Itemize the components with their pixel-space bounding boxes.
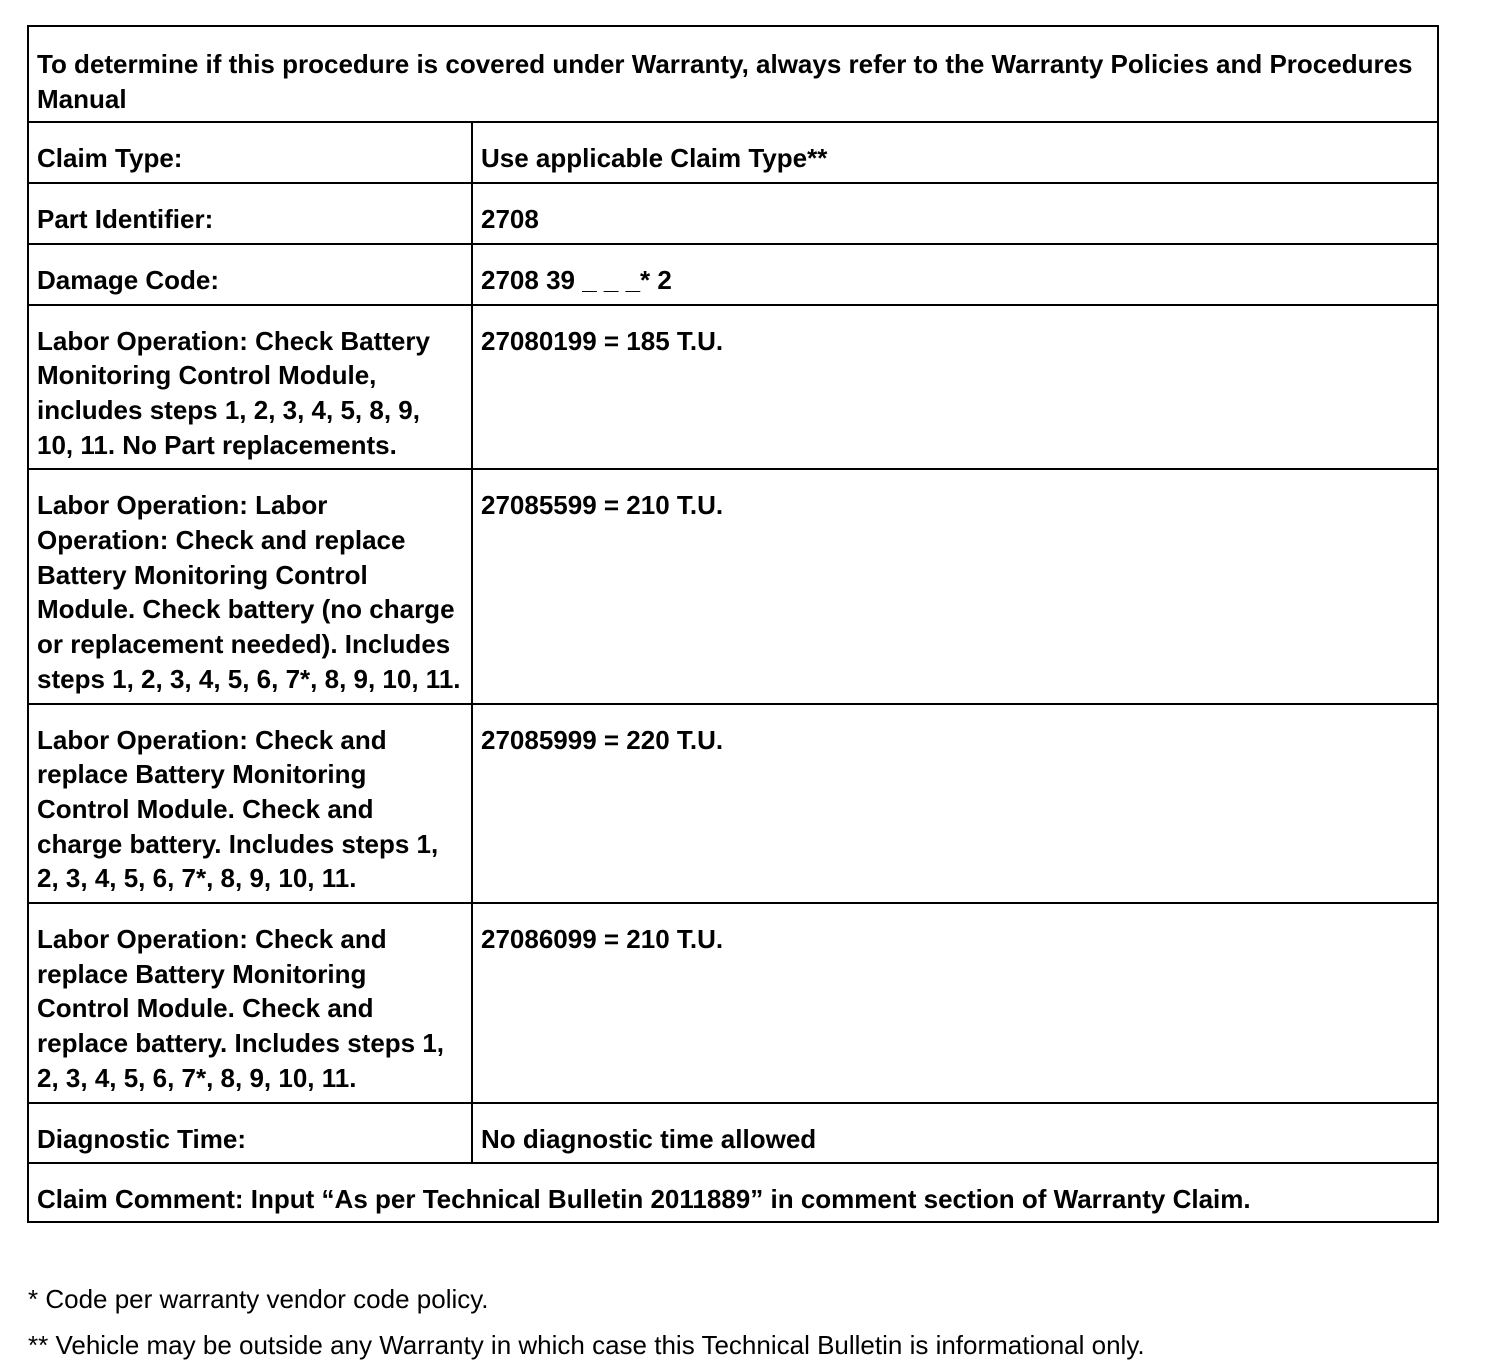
table-row <box>28 244 1438 305</box>
part-identifier-label: Part Identifier: <box>28 183 472 244</box>
labor-operation-value: 27085599 = 210 T.U. <box>472 469 1438 703</box>
diagnostic-time-value: No diagnostic time allowed <box>472 1103 1438 1164</box>
warranty-claim-table <box>27 25 1439 1223</box>
diagnostic-time-label: Diagnostic Time: <box>28 1103 472 1164</box>
labor-operation-value: 27080199 = 185 T.U. <box>472 305 1438 470</box>
part-identifier-value: 2708 <box>472 183 1438 244</box>
table-row <box>28 903 1438 1103</box>
claim-type-value: Use applicable Claim Type** <box>472 122 1438 183</box>
table-row <box>28 469 1438 703</box>
claim-type-label: Claim Type: <box>28 122 472 183</box>
table-row <box>28 183 1438 244</box>
table-row <box>28 704 1438 904</box>
footnote-warranty-info: ** Vehicle may be outside any Warranty in which case this Technical Bulletin is informational only. <box>28 1330 1145 1360</box>
labor-operation-label: Labor Operation: Check and replace Battery Monitoring Control Module. Check and replace battery. Includes steps 1, 2, 3, 4, 5, 6, 7*, 8, 9, 10, 11. <box>28 903 472 1103</box>
labor-operation-label: Labor Operation: Check Battery Monitoring Control Module, includes steps 1, 2, 3, 4, 5, 8, 9, 10, 11. No Part replacements. <box>28 305 472 470</box>
labor-operation-value: 27085999 = 220 T.U. <box>472 704 1438 904</box>
damage-code-value: 2708 39 _ _ _* 2 <box>472 244 1438 305</box>
table-row <box>28 1103 1438 1164</box>
labor-operation-label: Labor Operation: Labor Operation: Check and replace Battery Monitoring Control Module. Check battery (no charge or replacement needed). Includes steps 1, 2, 3, 4, 5, 6, 7*, 8, 9, 10, 11. <box>28 469 472 703</box>
table-header-row <box>28 26 1438 122</box>
table-footer-row <box>28 1163 1438 1222</box>
footnote-code-policy: * Code per warranty vendor code policy. <box>28 1284 489 1314</box>
labor-operation-value: 27086099 = 210 T.U. <box>472 903 1438 1103</box>
damage-code-label: Damage Code: <box>28 244 472 305</box>
claim-comment: Claim Comment: Input “As per Technical Bulletin 2011889” in comment section of Warranty Claim. <box>28 1163 1438 1222</box>
labor-operation-label: Labor Operation: Check and replace Battery Monitoring Control Module. Check and charge battery. Includes steps 1, 2, 3, 4, 5, 6, 7*, 8, 9, 10, 11. <box>28 704 472 904</box>
table-row <box>28 122 1438 183</box>
table-row <box>28 305 1438 470</box>
warranty-notice: To determine if this procedure is covered under Warranty, always refer to the Warranty Policies and Procedures Manual <box>28 26 1438 122</box>
